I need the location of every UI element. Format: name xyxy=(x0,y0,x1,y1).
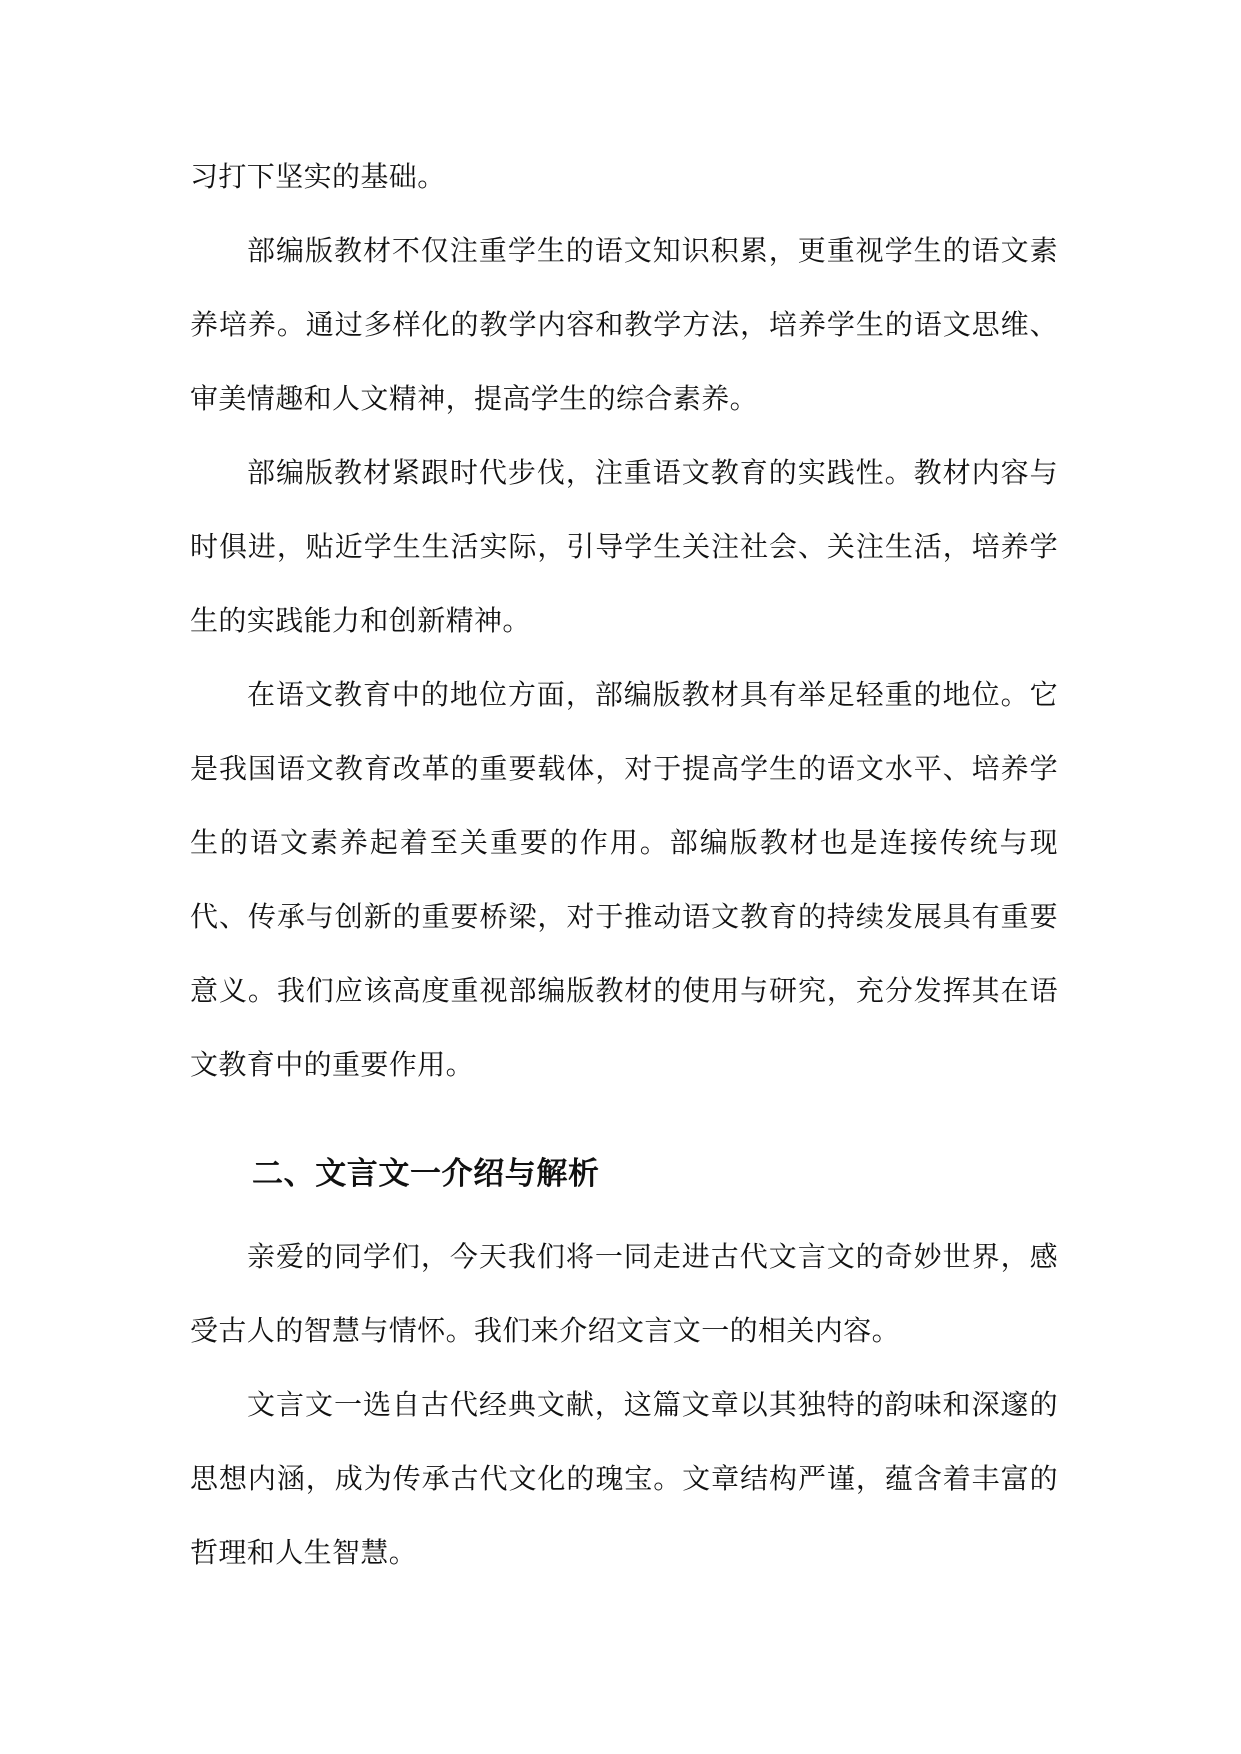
paragraph-introduction: 亲爱的同学们，今天我们将一同走进古代文言文的奇妙世界，感受古人的智慧与情怀。我们来介绍文言文一的相关内容。 xyxy=(190,1240,1058,1347)
continuation-paragraph: 习打下坚实的基础。 xyxy=(190,160,446,193)
paragraph-source: 文言文一选自古代经典文献，这篇文章以其独特的韵味和深邃的思想内涵，成为传承古代文化的瑰宝。文章结构严谨，蕴含着丰富的哲理和人生智慧。 xyxy=(190,1388,1058,1569)
paragraph-practice: 部编版教材紧跟时代步伐，注重语文教育的实践性。教材内容与时俱进，贴近学生生活实际，引导学生关注社会、关注生活，培养学生的实践能力和创新精神。 xyxy=(190,456,1058,637)
paragraph-status: 在语文教育中的地位方面，部编版教材具有举足轻重的地位。它是我国语文教育改革的重要载体，对于提高学生的语文水平、培养学生的语文素养起着至关重要的作用。部编版教材也是连接传统与现代、传承与创新的重要桥梁，对于推动语文教育的持续发展具有重要意义。我们应该高度重视部编版教材的使用与研究，充分发挥其在语文教育中的重要作用。 xyxy=(190,678,1058,1081)
section-heading: 二、文言文一介绍与解析 xyxy=(252,1156,600,1192)
paragraph-literacy: 部编版教材不仅注重学生的语文知识积累，更重视学生的语文素养培养。通过多样化的教学内容和教学方法，培养学生的语文思维、审美情趣和人文精神，提高学生的综合素养。 xyxy=(190,234,1058,415)
document-body xyxy=(190,140,1058,1590)
